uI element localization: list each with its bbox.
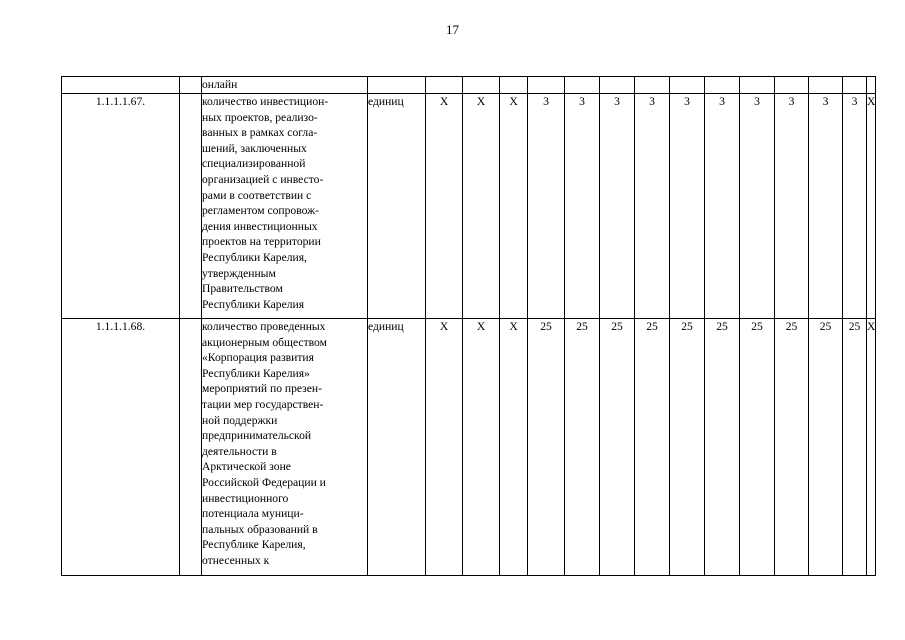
value-cell xyxy=(705,77,740,94)
row-number-cell: 1.1.1.1.68. xyxy=(62,319,180,576)
value-cell: 3 xyxy=(740,94,775,319)
value-cell: 3 xyxy=(670,94,705,319)
indicator-table xyxy=(61,76,876,576)
value-cell: 3 xyxy=(528,94,565,319)
row-number-cell xyxy=(62,77,180,94)
description-line: потенциала муници- xyxy=(202,507,304,521)
row-number-cell: 1.1.1.1.67. xyxy=(62,94,180,319)
value-cell: 3 xyxy=(775,94,809,319)
unit-cell: единиц xyxy=(368,319,426,576)
page-number: 17 xyxy=(446,22,459,37)
description-line: тации мер государствен- xyxy=(202,397,324,411)
value-cell: 25 xyxy=(809,319,843,576)
value-cell xyxy=(528,77,565,94)
blank-cell xyxy=(180,77,202,94)
description-line: организацией с инвесто- xyxy=(202,172,324,186)
indicator-description-cell xyxy=(202,77,368,94)
value-cell: 25 xyxy=(775,319,809,576)
description-line: количество проведенных xyxy=(202,320,326,333)
value-cell: X xyxy=(426,319,463,576)
description-line: онлайн xyxy=(202,78,238,91)
value-cell: 25 xyxy=(528,319,565,576)
value-cell xyxy=(809,77,843,94)
indicator-description-cell xyxy=(202,94,368,319)
description-line: Республики Карелия xyxy=(202,297,305,311)
description-line: инвестиционного xyxy=(202,491,289,505)
value-cell: 25 xyxy=(843,319,867,576)
value-cell xyxy=(843,77,867,94)
unit-cell xyxy=(368,77,426,94)
value-cell: 25 xyxy=(565,319,600,576)
description-line: ванных в рамках согла- xyxy=(202,126,318,140)
value-cell: 3 xyxy=(565,94,600,319)
description-line: акционерным обществом xyxy=(202,335,327,349)
description-line: регламентом сопровож- xyxy=(202,204,319,218)
value-cell xyxy=(775,77,809,94)
value-cell xyxy=(500,77,528,94)
value-cell xyxy=(867,77,876,94)
description-line: количество инвестицион- xyxy=(202,95,329,108)
description-line: пальных образований в xyxy=(202,522,318,536)
description-line: проектов на территории xyxy=(202,235,321,249)
value-cell: X xyxy=(867,94,876,319)
table-row xyxy=(62,94,876,319)
description-line: Республике Карелия, xyxy=(202,538,306,552)
blank-cell xyxy=(180,319,202,576)
indicator-description-cell xyxy=(202,319,368,576)
unit-cell: единиц xyxy=(368,94,426,319)
description-line: деятельности в xyxy=(202,444,277,458)
value-cell: 3 xyxy=(600,94,635,319)
description-line: мероприятий по презен- xyxy=(202,382,322,396)
value-cell: 3 xyxy=(705,94,740,319)
value-cell: 25 xyxy=(600,319,635,576)
table-row xyxy=(62,319,876,576)
description-line: Республики Карелия» xyxy=(202,366,310,380)
value-cell: 25 xyxy=(740,319,775,576)
value-cell xyxy=(635,77,670,94)
value-cell: 25 xyxy=(670,319,705,576)
value-cell xyxy=(600,77,635,94)
description-line: Республики Карелия, xyxy=(202,250,307,264)
description-line: специализированной xyxy=(202,157,306,171)
description-line: рами в соответствии с xyxy=(202,188,312,202)
table-row xyxy=(62,77,876,94)
description-line: «Корпорация развития xyxy=(202,351,314,365)
description-line: ной поддержки xyxy=(202,413,278,427)
value-cell: X xyxy=(463,319,500,576)
description-line: Арктической зоне xyxy=(202,460,291,474)
blank-cell xyxy=(180,94,202,319)
value-cell xyxy=(426,77,463,94)
value-cell: X xyxy=(867,319,876,576)
value-cell xyxy=(670,77,705,94)
value-cell xyxy=(740,77,775,94)
description-line: дения инвестиционных xyxy=(202,219,318,233)
value-cell: 25 xyxy=(705,319,740,576)
description-line: Правительством xyxy=(202,282,283,296)
value-cell: 3 xyxy=(635,94,670,319)
value-cell: 3 xyxy=(809,94,843,319)
description-line: ных проектов, реализо- xyxy=(202,110,318,124)
value-cell: X xyxy=(500,319,528,576)
description-line: утвержденным xyxy=(202,266,276,280)
value-cell xyxy=(565,77,600,94)
value-cell: X xyxy=(463,94,500,319)
description-line: предпринимательской xyxy=(202,429,312,443)
value-cell: 3 xyxy=(843,94,867,319)
value-cell: X xyxy=(500,94,528,319)
description-line: шений, заключенных xyxy=(202,141,307,155)
value-cell: X xyxy=(426,94,463,319)
value-cell xyxy=(463,77,500,94)
description-line: отнесенных к xyxy=(202,553,270,567)
value-cell: 25 xyxy=(635,319,670,576)
description-line: Российской Федерации и xyxy=(202,475,326,489)
